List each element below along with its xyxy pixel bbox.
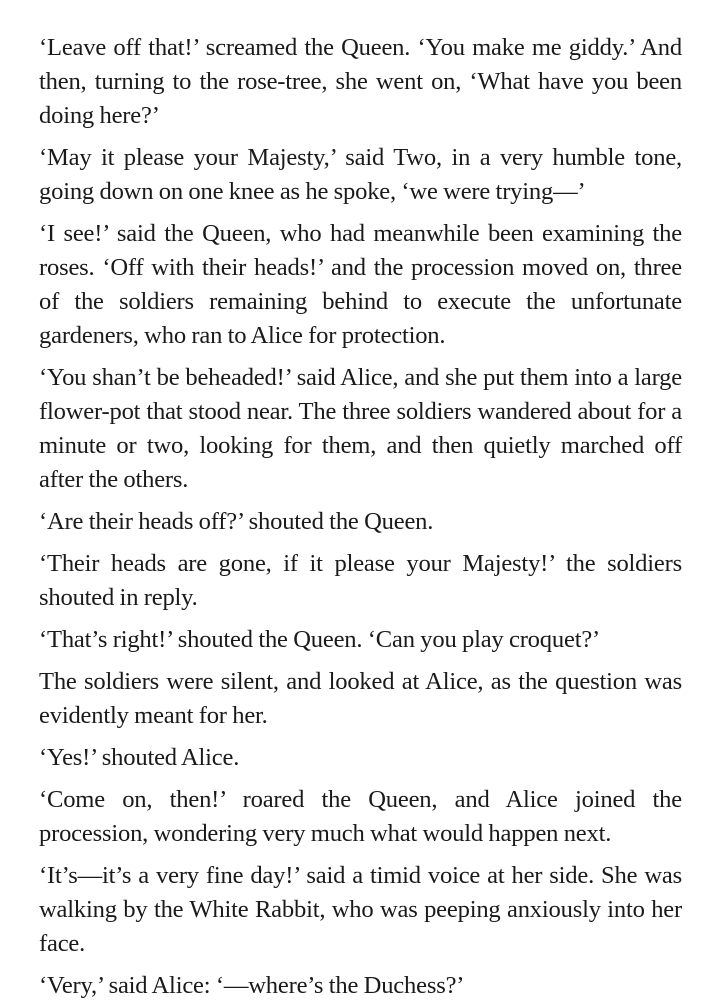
paragraph: ‘That’s right!’ shouted the Queen. ‘Can you play croquet?’ xyxy=(39,626,601,653)
paragraph: ‘You shan’t be beheaded!’ said Alice, and she put them into a large flower-pot that stood near. The three soldiers wandered about for a minute or two, looking for them, and then quietly marched off after the others. xyxy=(39,364,682,493)
paragraph: ‘Yes!’ shouted Alice. xyxy=(39,744,240,771)
paragraph: ‘Very,’ said Alice: ‘—where’s the Duchess?’ xyxy=(39,972,465,999)
paragraph: ‘May it please your Majesty,’ said Two, in a very humble tone, going down on one knee as he spoke, ‘we were trying—’ xyxy=(39,144,682,205)
paragraph: The soldiers were silent, and looked at Alice, as the question was evidently meant for her. xyxy=(39,668,682,729)
paragraph: ‘It’s—it’s a very fine day!’ said a timid voice at her side. She was walking by the White Rabbit, who was peeping anxiously into her face. xyxy=(39,862,682,957)
paragraph: ‘Their heads are gone, if it please your Majesty!’ the soldiers shouted in reply. xyxy=(39,550,682,611)
paragraph: ‘Are their heads off?’ shouted the Queen. xyxy=(39,508,434,535)
paragraph: ‘I see!’ said the Queen, who had meanwhile been examining the roses. ‘Off with their heads!’ and the procession moved on, three of the soldiers remaining behind to execute the unfortunate gardeners, who ran to Alice for protection. xyxy=(39,220,682,349)
paragraph: ‘Come on, then!’ roared the Queen, and Alice joined the procession, wondering very much what would happen next. xyxy=(39,786,682,847)
paragraph: ‘Leave off that!’ screamed the Queen. ‘You make me giddy.’ And then, turning to the rose-tree, she went on, ‘What have you been doing here?’ xyxy=(39,34,682,129)
